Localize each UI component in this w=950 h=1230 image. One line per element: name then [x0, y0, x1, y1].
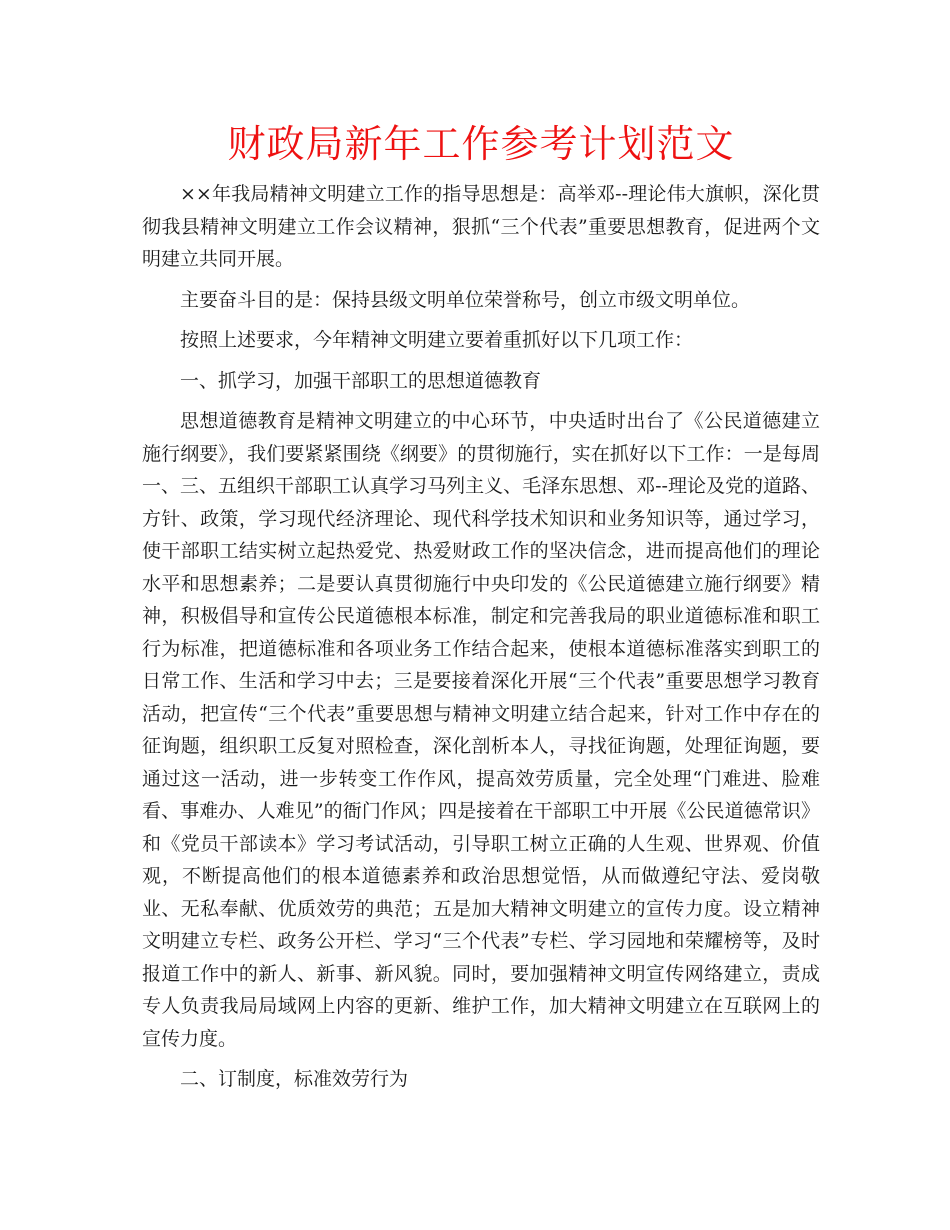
document-title: 财政局新年工作参考计划范文 — [227, 122, 735, 166]
paragraph-requirements: 按照上述要求，今年精神文明建立要着重抓好以下几项工作： — [180, 329, 694, 351]
section-heading-rules: 二、订制度，标准效劳行为 — [180, 1068, 409, 1090]
section-heading-study: 一、抓学习，加强干部职工的思想道德教育 — [180, 369, 542, 392]
paragraph-main-goal: 主要奋斗目的是：保持县级文明单位荣誉称号，创立市级文明单位。 — [180, 288, 751, 311]
paragraph-guiding-thought: ××年我局精神文明建立工作的指导思想是：高举邓--理论伟大旗帜，深化贯彻我县精神文明建立工作会议精神，狠抓“三个代表”重要思想教育，促进两个文明建立共同开展。 — [142, 183, 820, 270]
paragraph-moral-education: 思想道德教育是精神文明建立的中心环节，中央适时出台了《公民道德建立施行纲要》，我们要紧紧围绕《纲要》的贯彻施行，实在抓好以下工作：一是每周一、三、五组织干部职工认真学习马列主义、毛泽东思想、邓--理论及党的道路、方针、政策，学习现代经济理论、现代科学技术知识和业务知识等，通过学习，使干部职工结实树立起热爱党、热爱财政工作的坚决信念，进而提高他们的理论水平和思想素养；二是要认真贯彻施行中央印发的《公民道德建立施行纲要》精神，积极倡导和宣传公民道德根本标准，制定和完善我局的职业道德标准和职工行为标准，把道德标准和各项业务工作结合起来，使根本道德标准落实到职工的日常工作、生活和学习中去；三是要接着深化开展“三个代表”重要思想学习教育活动，把宣传“三个代表”重要思想与精神文明建立结合起来，针对工作中存在的征询题，组织职工反复对照检查，深化剖析本人，寻找征询题，处理征询题，要通过这一活动，进一步转变工作作风，提高效劳质量，完全处理“门难进、脸难看、事难办、人难见”的衙门作风；四是接着在干部职工中开展《公民道德常识》和《党员干部读本》学习考试活动，引导职工树立正确的人生观、世界观、价值观，不断提高他们的根本道德素养和政治思想觉悟，从而做遵纪守法、爱岗敬业、无私奉献、优质效劳的典范；五是加大精神文明建立的宣传力度。设立精神文明建立专栏、政务公开栏、学习“三个代表”专栏、学习园地和荣耀榜等，及时报道工作中的新人、新事、新风貌。同时，要加强精神文明宣传网络建立，责成专人负责我局局域网上内容的更新、维护工作，加大精神文明建立在互联网上的宣传力度。 — [142, 410, 820, 1050]
